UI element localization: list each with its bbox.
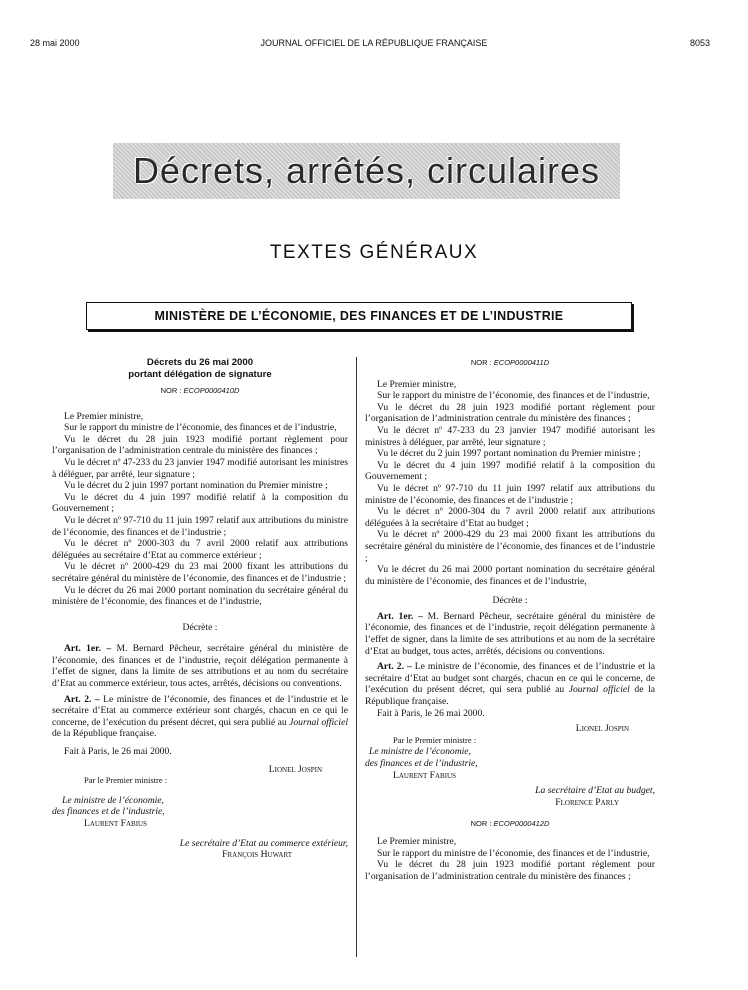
paragraph: Vu le décret du 28 juin 1923 modifié portant règlement pour l’organisation de l’administration centrale du ministère des finances ; xyxy=(52,433,348,457)
signatory-minister: Laurent Fabius xyxy=(393,769,456,781)
signature-date: Fait à Paris, le 26 mai 2000. xyxy=(64,746,172,758)
paragraph: Vu le décret du 28 juin 1923 modifié portant règlement pour l’organisation de l’administration centrale du ministère des finances ; xyxy=(365,401,655,425)
paragraph: Le Premier ministre, xyxy=(377,378,457,390)
header-page-number: 8053 xyxy=(689,38,710,48)
ministry-box xyxy=(86,302,632,330)
minister-title-line1: Le ministre de l’économie, xyxy=(62,794,164,806)
paragraph: Vu le décret nº 2000-304 du 7 avril 2000 relatif aux attributions déléguées à la secrétaire d’Etat au budget ; xyxy=(365,506,655,529)
signatory-secretary: François Huwart xyxy=(222,849,292,861)
paragraph: Vu le décret du 4 juin 1997 modifié relatif à la composition du Gouvernement ; xyxy=(52,491,348,515)
paragraph: Vu le décret nº 97-710 du 11 juin 1997 relatif aux attributions du ministre de l’économie, des finances et de l’industrie ; xyxy=(52,514,348,538)
signatory-minister: Laurent Fabius xyxy=(84,818,147,829)
paragraph: Le Premier ministre, xyxy=(64,410,144,422)
nor-reference: NOR : ECOP0000410D xyxy=(160,386,240,395)
paragraph: Vu le décret nº 47-233 du 23 janvier 1947 modifié autorisant les ministres à déléguer, par arrêté, leur signature ; xyxy=(365,424,655,448)
paragraph: Vu le décret nº 47-233 du 23 janvier 1947 modifié autorisant les ministres à déléguer, par arrêté, leur signature ; xyxy=(52,456,348,480)
header-date: 28 mai 2000 xyxy=(30,38,80,48)
header-journal-title: JOURNAL OFFICIEL DE LA RÉPUBLIQUE FRANÇAISE xyxy=(260,38,488,48)
decrete-heading: Décrète : xyxy=(492,595,528,607)
minister-title-line1: Le ministre de l’économie, xyxy=(369,746,471,758)
rubric-banner xyxy=(113,143,620,199)
decree-title-line2: portant délégation de signature xyxy=(128,369,272,380)
paragraph: Sur le rapport du ministre de l’économie, des finances et de l’industrie, xyxy=(377,390,650,402)
countersign-label: Par le Premier ministre : xyxy=(393,734,477,745)
decrete-heading: Décrète : xyxy=(182,621,218,633)
signature-date: Fait à Paris, le 26 mai 2000. xyxy=(377,707,485,719)
paragraph: Vu le décret nº 2000-429 du 23 mai 2000 fixant les attributions du secrétaire général du ministère de l’économie, des finances et de l’industrie ; xyxy=(52,561,348,584)
paragraph: Le Premier ministre, xyxy=(377,835,457,847)
rubric-banner-title: Décrets, arrêtés, circulaires xyxy=(132,150,601,191)
paragraph: Vu le décret du 26 mai 2000 portant nomination du secrétaire général du ministère de l’économie, des finances et de l’industrie, xyxy=(52,584,348,608)
paragraph: Vu le décret nº 97-710 du 11 juin 1997 relatif aux attributions du ministre de l’économie, des finances et de l’industrie ; xyxy=(365,482,655,506)
paragraph: Vu le décret du 2 juin 1997 portant nomination du Premier ministre ; xyxy=(377,448,641,460)
paragraph: Sur le rapport du ministre de l’économie, des finances et de l’industrie, xyxy=(64,422,337,434)
paragraph: Sur le rapport du ministre de l’économie, des finances et de l’industrie, xyxy=(377,847,650,859)
secretary-title: La secrétaire d’Etat au budget, xyxy=(535,785,655,797)
paragraph: Vu le décret du 4 juin 1997 modifié relatif à la composition du Gouvernement ; xyxy=(365,459,655,483)
section-heading: TEXTES GÉNÉRAUX xyxy=(269,242,479,263)
left-column xyxy=(52,357,348,861)
minister-title-line2: des finances et de l’industrie, xyxy=(365,758,478,769)
article-1: Art. 1er. – M. Bernard Pêcheur, secrétaire général du ministère de l’économie, des finances et de l’industrie, reçoit délégation permanente à l’effet de signer, dans la limite de ses attributions et au nom de la secrétaire d’Etat au budget, tous actes, arrêtés, décisions ou conventions. xyxy=(365,610,655,657)
paragraph: Vu le décret du 28 juin 1923 modifié portant règlement pour l’organisation de l’administration centrale du ministère des finances ; xyxy=(365,859,655,882)
paragraph: Vu le décret nº 2000-429 du 23 mai 2000 fixant les attributions du secrétaire général du ministère de l’économie, des finances et de l’industrie ; xyxy=(365,529,655,564)
decree-title-line1: Décrets du 26 mai 2000 xyxy=(146,357,254,368)
paragraph: Vu le décret du 2 juin 1997 portant nomination du Premier ministre ; xyxy=(64,480,328,492)
nor-reference: NOR : ECOP0000412D xyxy=(470,819,550,829)
article-1: Art. 1er. – M. Bernard Pêcheur, secrétaire général du ministère de l’économie, des finances et de l’industrie, reçoit délégation permanente à l’effet de signer, dans la limite de ses attributions et au nom du secrétaire d’Etat au commerce extérieur, tous actes, arrêtés, décisions ou conventions. xyxy=(52,643,348,690)
article-2: Art. 2. – Le ministre de l’économie, des finances et de l’industrie et la secrétaire d’Etat au budget sont chargés, chacun en ce qui le concerne, de l’exécution du présent décret, qui sera publié au Journal officiel de la République française. xyxy=(365,661,655,708)
signatory-prime-minister: Lionel Jospin xyxy=(575,723,629,735)
paragraph: Vu le décret du 26 mai 2000 portant nomination du secrétaire général du ministère de l’économie, des finances et de l’industrie, xyxy=(365,564,655,587)
signatory-prime-minister: Lionel Jospin xyxy=(268,763,322,775)
countersign-label: Par le Premier ministre : xyxy=(84,775,168,786)
article-2: Art. 2. – Le ministre de l’économie, des finances et de l’industrie et le secrétaire d’Etat au commerce extérieur sont chargés, chacun en ce qui le concerne, de l’exécution du présent décret, qui sera publié au Journal officiel de la République française. xyxy=(52,693,348,740)
minister-title-line2: des finances et de l’industrie, xyxy=(52,806,165,818)
right-column xyxy=(365,357,655,882)
signatory-secretary: Florence Parly xyxy=(555,796,619,808)
ministry-title: MINISTÈRE DE L’ÉCONOMIE, DES FINANCES ET DE L’INDUSTRIE xyxy=(154,309,564,323)
paragraph: Vu le décret nº 2000-303 du 7 avril 2000 relatif aux attributions déléguées au secrétaire d’Etat au commerce extérieur ; xyxy=(52,538,348,561)
nor-reference: NOR : ECOP0000411D xyxy=(470,358,550,367)
column-divider xyxy=(356,357,357,957)
secretary-title: Le secrétaire d’Etat au commerce extérieur, xyxy=(179,837,348,849)
